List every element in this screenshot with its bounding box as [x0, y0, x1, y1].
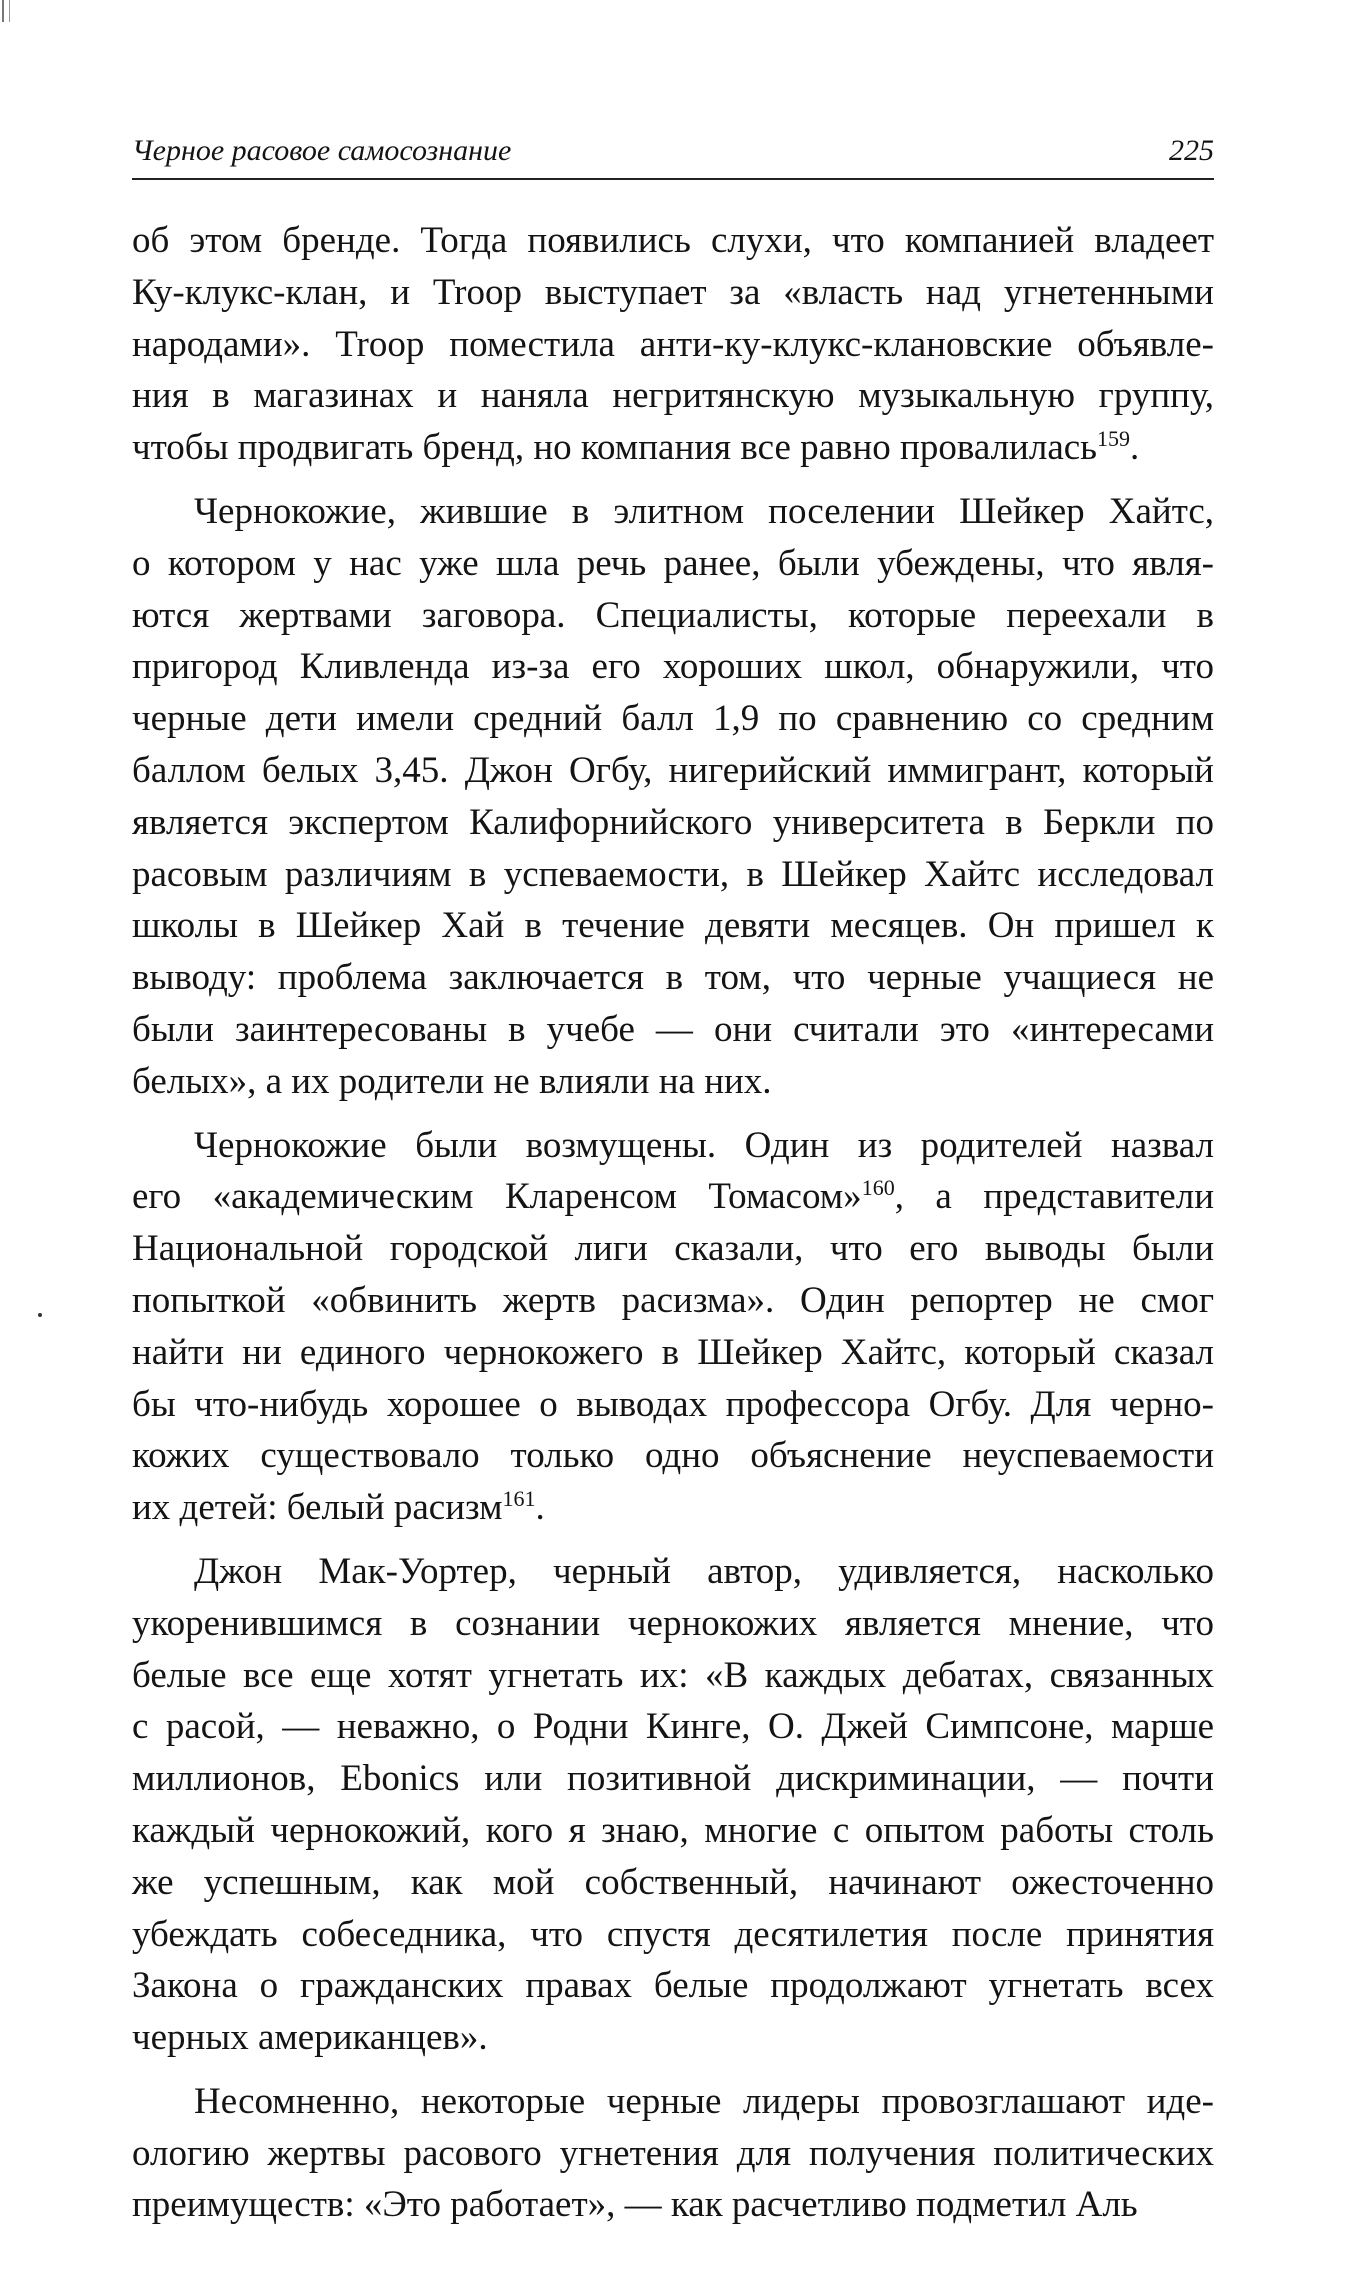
page-header — [132, 126, 1214, 180]
line-text: с расой, — неважно, о Родни Кинге, О. Джей Симпсоне, марше — [132, 1706, 1214, 1748]
line-text: Чернокожие, жившие в элитном поселении Шейкер Хайтс, — [194, 490, 1214, 532]
line-text: об этом бренде. Тогда появились слухи, что компанией владеет — [132, 220, 1214, 261]
paragraph — [132, 1546, 1214, 2064]
body-text — [132, 215, 1214, 2231]
line-text: ологию жертвы расового угнетения для получения политических — [132, 2132, 1214, 2174]
text-line — [132, 422, 1214, 474]
text-line — [132, 590, 1214, 642]
text-line — [132, 1701, 1214, 1753]
line-text: является экспертом Калифорнийского университета в Беркли по — [132, 801, 1214, 843]
footnote-reference: 159 — [1097, 426, 1131, 452]
line-text: были заинтересованы в учебе — они считали это «интересами — [132, 1008, 1214, 1050]
text-line — [132, 1960, 1214, 2012]
line-text: ния в магазинах и наняла негритянскую музыкальную группу, — [132, 375, 1214, 417]
text-line — [132, 1327, 1214, 1379]
line-text: Национальной городской лиги сказали, что его выводы были — [132, 1228, 1214, 1270]
paragraph-gap — [132, 474, 1214, 486]
footnote-reference: 161 — [502, 1486, 536, 1512]
line-text: ются жертвами заговора. Специалисты, которые переехали в — [132, 594, 1214, 636]
line-text-after-footnote: . — [535, 1487, 545, 1529]
line-text: каждый чернокожий, кого я знаю, многие с опытом работы столь — [132, 1809, 1214, 1851]
page-number: 225 — [1169, 134, 1214, 167]
text-line — [132, 370, 1214, 422]
text-line — [132, 900, 1214, 952]
line-text: выводу: проблема заключается в том, что черные учащиеся не — [132, 957, 1214, 999]
line-text: о котором у нас уже шла речь ранее, были убеждены, что явля- — [132, 542, 1214, 584]
text-line — [132, 1482, 1214, 1534]
line-text: народами». Troop поместила анти-ку-клукс-клановские объявле- — [132, 323, 1214, 365]
text-line — [132, 2012, 1214, 2064]
line-text: убеждать собеседника, что спустя десятилетия после принятия — [132, 1913, 1214, 1955]
line-text: чтобы продвигать бренд, но компания все равно провалилась — [132, 427, 1098, 469]
line-text: Несомненно, некоторые черные лидеры провозглашают иде- — [194, 2080, 1214, 2122]
text-line — [132, 1753, 1214, 1805]
paragraph — [132, 1120, 1214, 1534]
line-text: расовым различиям в успеваемости, в Шейкер Хайтс исследовал — [132, 853, 1214, 895]
text-line — [132, 2076, 1214, 2128]
line-text: укоренившимся в сознании чернокожих является мнение, что — [132, 1602, 1214, 1644]
paragraph — [132, 215, 1214, 474]
text-line — [132, 486, 1214, 538]
line-text: пригород Кливленда из-за его хороших школ, обнаружили, что — [132, 646, 1214, 688]
line-text: Джон Мак-Уортер, черный автор, удивляется, насколько — [194, 1550, 1214, 1592]
line-text-after-footnote: , а представители — [894, 1176, 1214, 1218]
text-line — [132, 1857, 1214, 1909]
text-line — [132, 1120, 1214, 1172]
line-text: белых», а их родители не влияли на них. — [132, 1060, 772, 1102]
line-text: миллионов, Ebonics или позитивной дискриминации, — почти — [132, 1758, 1214, 1800]
paragraph — [132, 486, 1214, 1108]
paragraph — [132, 2076, 1214, 2231]
text-line — [132, 1650, 1214, 1702]
line-text: же успешным, как мой собственный, начинают ожесточенно — [132, 1861, 1214, 1903]
text-line — [132, 1223, 1214, 1275]
text-line — [132, 641, 1214, 693]
line-text: черных американцев». — [132, 2017, 488, 2059]
line-text: его «академическим Кларенсом Томасом» — [132, 1176, 862, 1218]
text-line — [132, 319, 1214, 371]
text-line — [132, 952, 1214, 1004]
text-line — [132, 745, 1214, 797]
line-text: школы в Шейкер Хай в течение девяти месяцев. Он пришел к — [132, 905, 1214, 947]
line-text-after-footnote: . — [1130, 427, 1140, 469]
text-line — [132, 267, 1214, 319]
line-text: Ку-клукс-клан, и Troop выступает за «власть над угнетенными — [132, 271, 1214, 313]
text-line — [132, 1430, 1214, 1482]
line-text: белые все еще хотят угнетать их: «В каждых дебатах, связанных — [132, 1654, 1214, 1696]
line-text: баллом белых 3,45. Джон Огбу, нигерийский иммигрант, который — [132, 749, 1214, 791]
text-line — [132, 1056, 1214, 1108]
paragraph-gap — [132, 2064, 1214, 2076]
text-line — [132, 215, 1214, 267]
text-line — [132, 1004, 1214, 1056]
text-line — [132, 797, 1214, 849]
line-text: Закона о гражданских правах белые продолжают угнетать всех — [132, 1965, 1214, 2007]
text-line — [132, 1598, 1214, 1650]
text-line — [132, 2179, 1214, 2231]
paragraph-gap — [132, 1108, 1214, 1120]
running-head: Черное расовое самосознание — [132, 134, 512, 167]
text-line — [132, 1909, 1214, 1961]
text-line — [132, 849, 1214, 901]
text-line — [132, 1379, 1214, 1431]
line-text: кожих существовало только одно объяснение неуспеваемости — [132, 1435, 1214, 1477]
line-text: их детей: белый расизм — [132, 1487, 503, 1529]
line-text: бы что-нибудь хорошее о выводах профессора Огбу. Для черно- — [132, 1383, 1214, 1425]
line-text: попыткой «обвинить жертв расизма». Один репортер не смог — [132, 1279, 1214, 1321]
text-line — [132, 538, 1214, 590]
text-line — [132, 2128, 1214, 2180]
line-text: преимуществ: «Это работает», — как расчетливо подметил Аль — [132, 2184, 1138, 2226]
scan-speck — [38, 1313, 42, 1317]
line-text: Чернокожие были возмущены. Один из родителей назвал — [194, 1124, 1214, 1166]
scan-edge-mark — [2, 0, 10, 22]
footnote-reference: 160 — [861, 1175, 895, 1201]
text-line — [132, 1171, 1214, 1223]
text-line — [132, 693, 1214, 745]
text-line — [132, 1546, 1214, 1598]
text-line — [132, 1805, 1214, 1857]
paragraph-gap — [132, 1534, 1214, 1546]
line-text: найти ни единого чернокожего в Шейкер Хайтс, который сказал — [132, 1331, 1214, 1373]
line-text: черные дети имели средний балл 1,9 по сравнению со средним — [132, 698, 1214, 740]
text-line — [132, 1275, 1214, 1327]
